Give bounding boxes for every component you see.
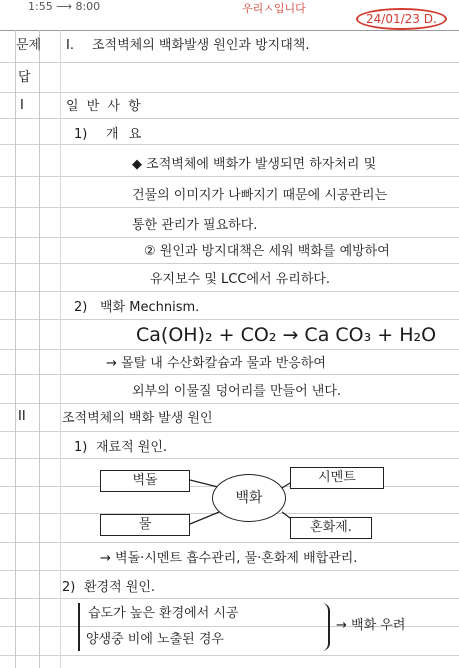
env-line-2: 양생중 비에 노출된 경우: [86, 632, 224, 647]
env-bracket-left: [78, 603, 80, 651]
box-admixture: 혼화제.: [290, 517, 372, 539]
env-result: → 백화 우려: [336, 618, 406, 633]
overview-line-4: ② 원인과 방지대책은 세워 백화를 예방하여: [144, 244, 390, 259]
section-2-title: 조적벽체의 백화 발생 원인: [62, 411, 213, 426]
box-cement: 시멘트: [290, 467, 384, 489]
subsection-2-2-title: 환경적 원인.: [84, 580, 156, 595]
question-number: I.: [66, 38, 74, 53]
box-brick: 벽돌: [100, 470, 190, 492]
red-note: 우리ㅅ입니다: [242, 2, 306, 15]
overview-line-3: 통한 관리가 필요하다.: [132, 218, 258, 233]
subsection-2-number: 2): [74, 300, 88, 315]
overview-line-5: 유지보수 및 LCC에서 유리하다.: [150, 272, 331, 287]
subsection-2-title: 백화 Mechnism.: [100, 300, 200, 315]
overview-line-2: 건물의 이미지가 나빠지기 때문에 시공관리는: [132, 188, 388, 203]
subsection-2-2-number: 2): [62, 580, 76, 595]
mechanism-line-2: 외부의 이물질 덩어리를 만들어 낸다.: [132, 384, 342, 399]
box-water: 물: [100, 514, 190, 536]
date-stamp: 24/01/23 D.: [356, 8, 447, 30]
env-line-1: 습도가 높은 환경에서 시공: [88, 606, 239, 621]
section-1-title: 일 반 사 항: [66, 99, 143, 114]
material-summary: → 벽돌·시멘트 흡수관리, 물·혼화제 배합관리.: [100, 551, 358, 566]
question-label: 문제: [16, 38, 42, 53]
overview-line-1: ◆ 조적벽체에 백화가 발생되면 하자처리 및: [132, 157, 377, 172]
subsection-2-1-title: 재료적 원인.: [96, 440, 168, 455]
subsection-2-1-number: 1): [74, 440, 88, 455]
start-end-time: 1:55 ⟶ 8:00: [28, 0, 101, 13]
section-1-number: I: [20, 98, 24, 113]
subsection-1-number: 1): [74, 127, 88, 142]
subsection-1-title: 개 요: [106, 127, 145, 142]
env-bracket-right: [322, 603, 330, 651]
answer-label: 답: [18, 70, 31, 85]
section-2-number: II: [18, 409, 26, 424]
center-efflorescence: 백화: [212, 474, 286, 522]
chemical-formula: Ca(OH)₂ + CO₂ → Ca CO₃ + H₂O: [136, 324, 437, 346]
question-text: 조적벽체의 백화발생 원인과 방지대책.: [92, 38, 310, 53]
mechanism-line-1: → 몰탈 내 수산화칼슘과 물과 반응하여: [106, 356, 326, 371]
